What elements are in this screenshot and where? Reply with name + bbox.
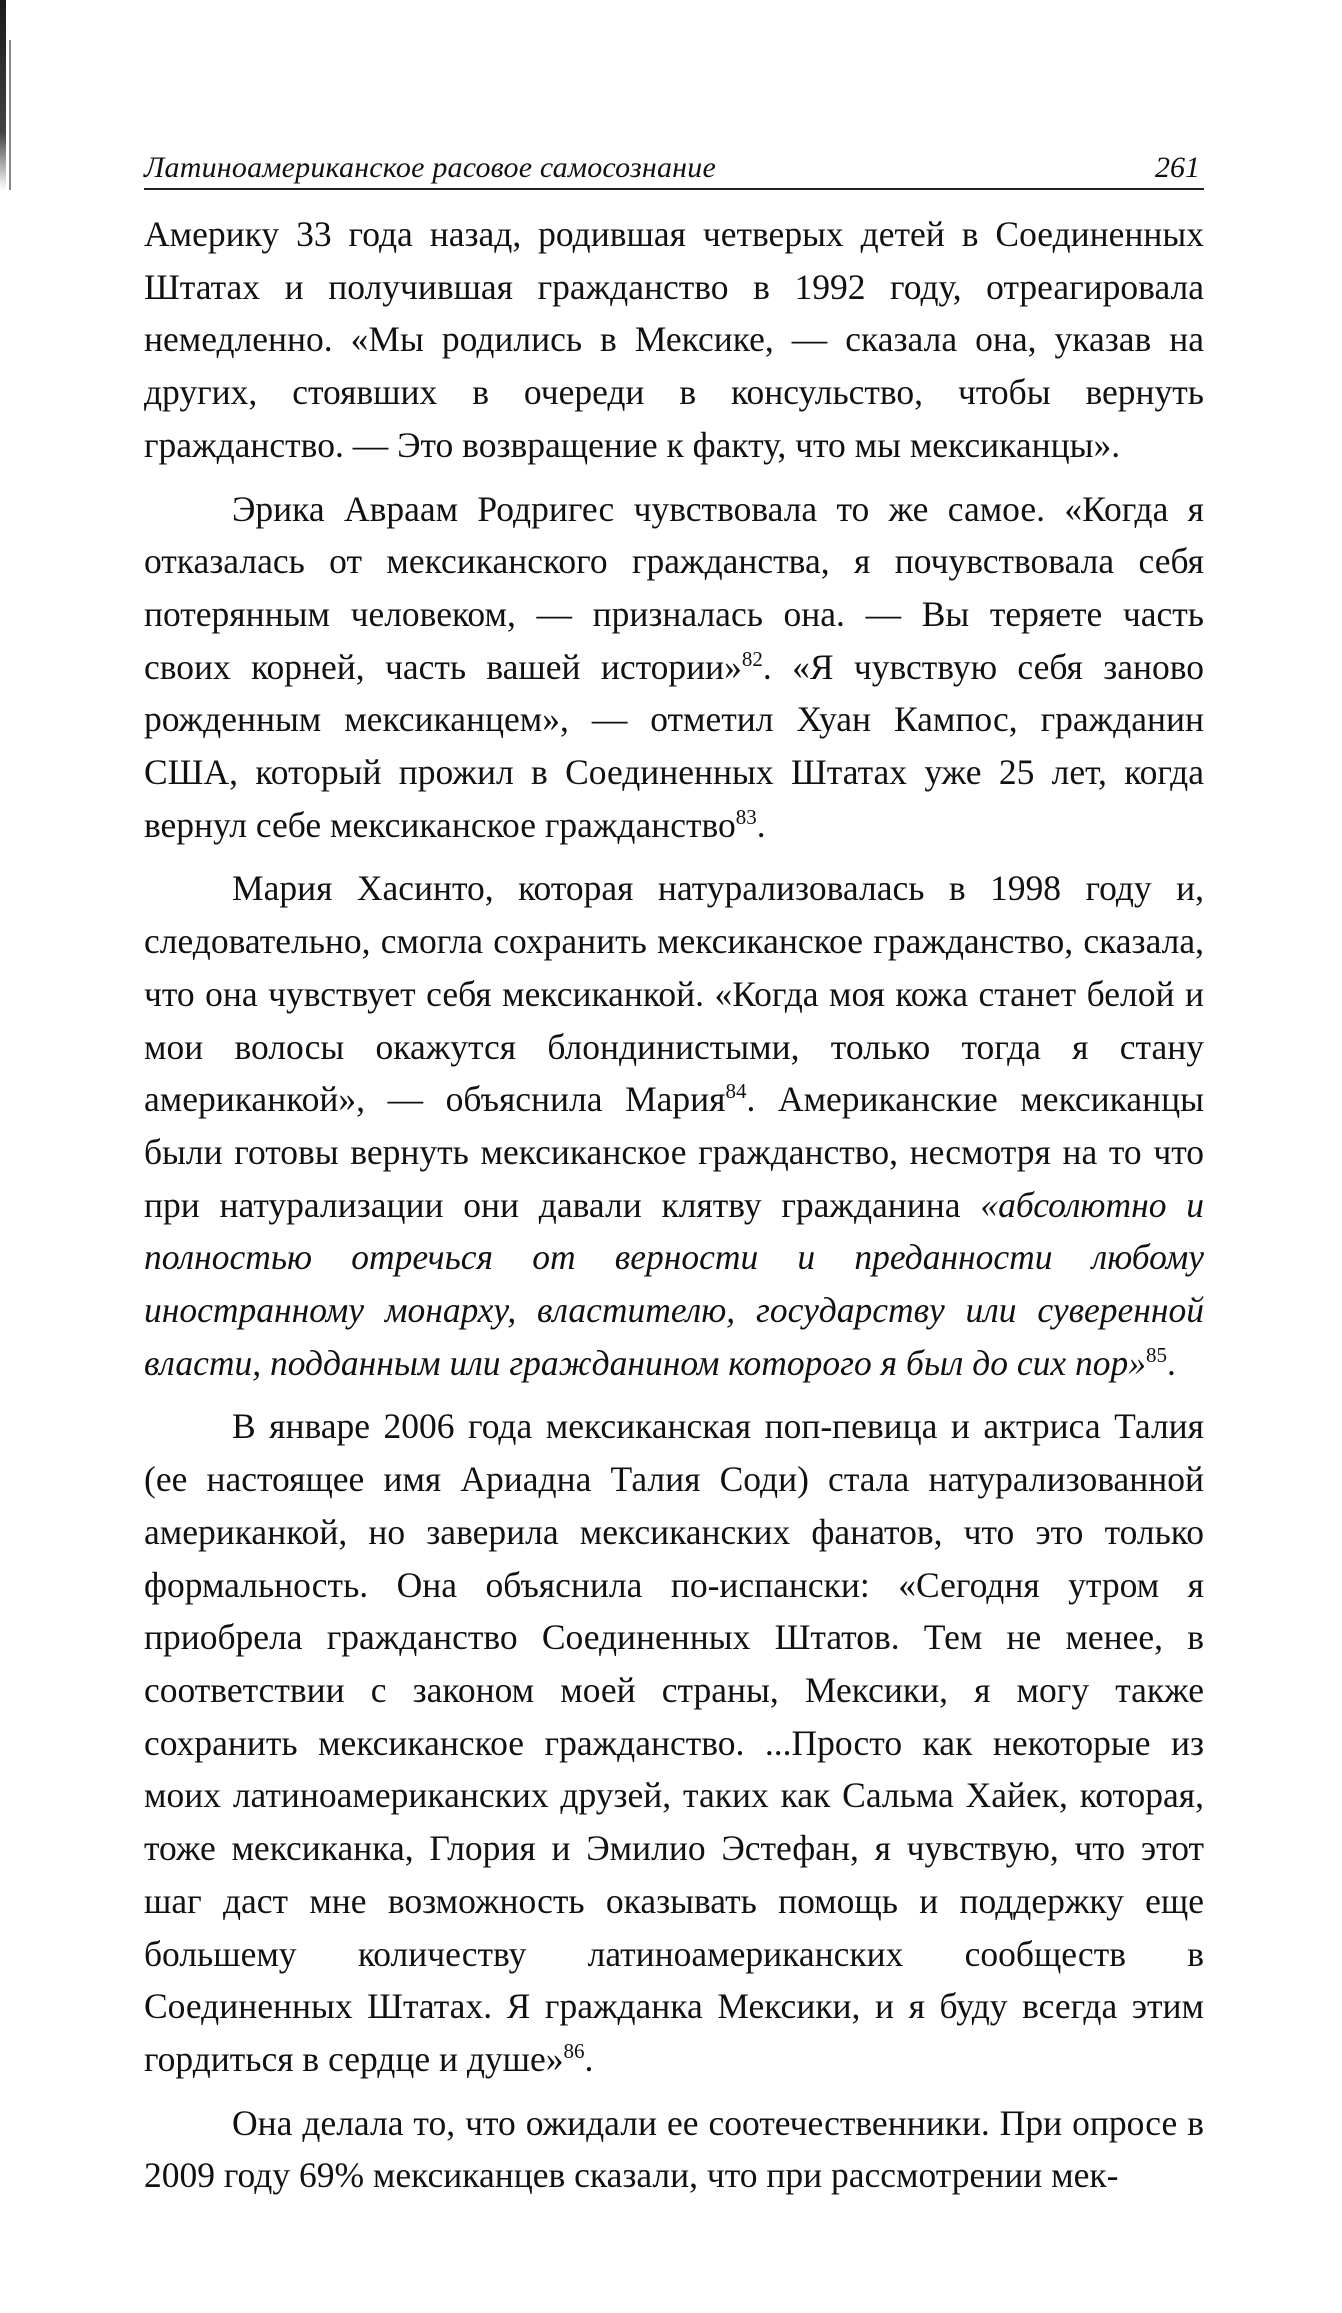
book-page	[144, 150, 1204, 2202]
body-text	[144, 208, 1204, 2202]
footnote-ref: 82	[741, 646, 763, 671]
paragraph	[144, 2097, 1204, 2202]
page-number: 261	[1155, 151, 1200, 184]
text-run: . «Я чувствую себя заново рожденным мексиканцем», — отметил Хуан Кампос, гражданин США, который прожил в Соединенных Штатах уже 25 лет, когда вернул себе мексиканское гражданство	[144, 646, 1204, 845]
footnote-ref: 85	[1146, 1342, 1168, 1367]
text-run: .	[1167, 1342, 1176, 1383]
text-run: . Американские мексиканцы были готовы вернуть мексиканское гражданство, несмотря на то что при натурализации они давали клятву гражданина	[144, 1079, 1204, 1225]
paragraph	[144, 862, 1204, 1389]
footnote-ref: 84	[725, 1079, 747, 1104]
paragraph	[144, 1400, 1204, 2085]
page-edge-mark	[0, 0, 6, 190]
paragraph	[144, 483, 1204, 852]
text-run: Она делала то, что ожидали ее соотечественники. При опросе в 2009 году 69% мексиканцев сказали, что при рассмотрении мек-	[144, 2102, 1204, 2196]
page-edge-shadow	[9, 40, 11, 190]
text-run: .	[756, 804, 766, 845]
paragraph	[144, 208, 1204, 472]
running-header	[144, 150, 1204, 190]
footnote-ref: 86	[563, 2039, 585, 2064]
running-title: Латиноамериканское расовое самосознание	[144, 151, 716, 184]
text-run: .	[584, 2038, 594, 2079]
footnote-ref: 83	[735, 804, 757, 829]
text-run: Мария Хасинто, которая натурализовалась в 1998 году и, следовательно, смогла сохранить мексиканское гражданство, сказала, что она чувствует себя мексиканкой. «Когда моя кожа станет белой и мои волосы окажутся блондинистыми, только тогда я стану американкой», — объяснила Мария	[144, 868, 1204, 1120]
text-run: Эрика Авраам Родригес чувствовала то же самое. «Когда я отказалась от мексиканского гражданства, я почувствовала себя потерянным человеком, — призналась она. — Вы теряете часть своих корней, часть вашей истории»	[144, 488, 1204, 687]
text-run: Америку 33 года назад, родившая четверых детей в Соединенных Штатах и получившая гражданство в 1992 году, отреагировала немедленно. «Мы родились в Мексике, — сказала она, указав на других, стоявших в очереди в консульство, чтобы вернуть гражданство. — Это возвращение к факту, что мы мексиканцы».	[144, 214, 1204, 465]
text-run: В январе 2006 года мексиканская поп-певица и актриса Талия (ее настоящее имя Ариадна Талия Соди) стала натурализованной американкой, но заверила мексиканских фанатов, что это только формальность. Она объяснила по-испански: «Сегодня утром я приобрела гражданство Соединенных Штатов. Тем не менее, в соответствии с законом моей страны, Мексики, я могу также сохранить мексиканское гражданство. ...Просто как некоторые из моих латиноамериканских друзей, таких как Сальма Хайек, которая, тоже мексиканка, Глория и Эмилио Эстефан, я чувствую, что этот шаг даст мне возможность оказывать помощь и поддержку еще большему количеству латиноамериканских сообществ в Соединенных Штатах. Я гражданка Мексики, и я буду всегда этим гордиться в сердце и душе»	[144, 1406, 1204, 2079]
quoted-oath: «абсолютно и полностью отречься от верности и преданности любому иностранному монарху, властителю, государству или суверенной власти, подданным или гражданином которого я был до сих пор»	[144, 1184, 1204, 1383]
